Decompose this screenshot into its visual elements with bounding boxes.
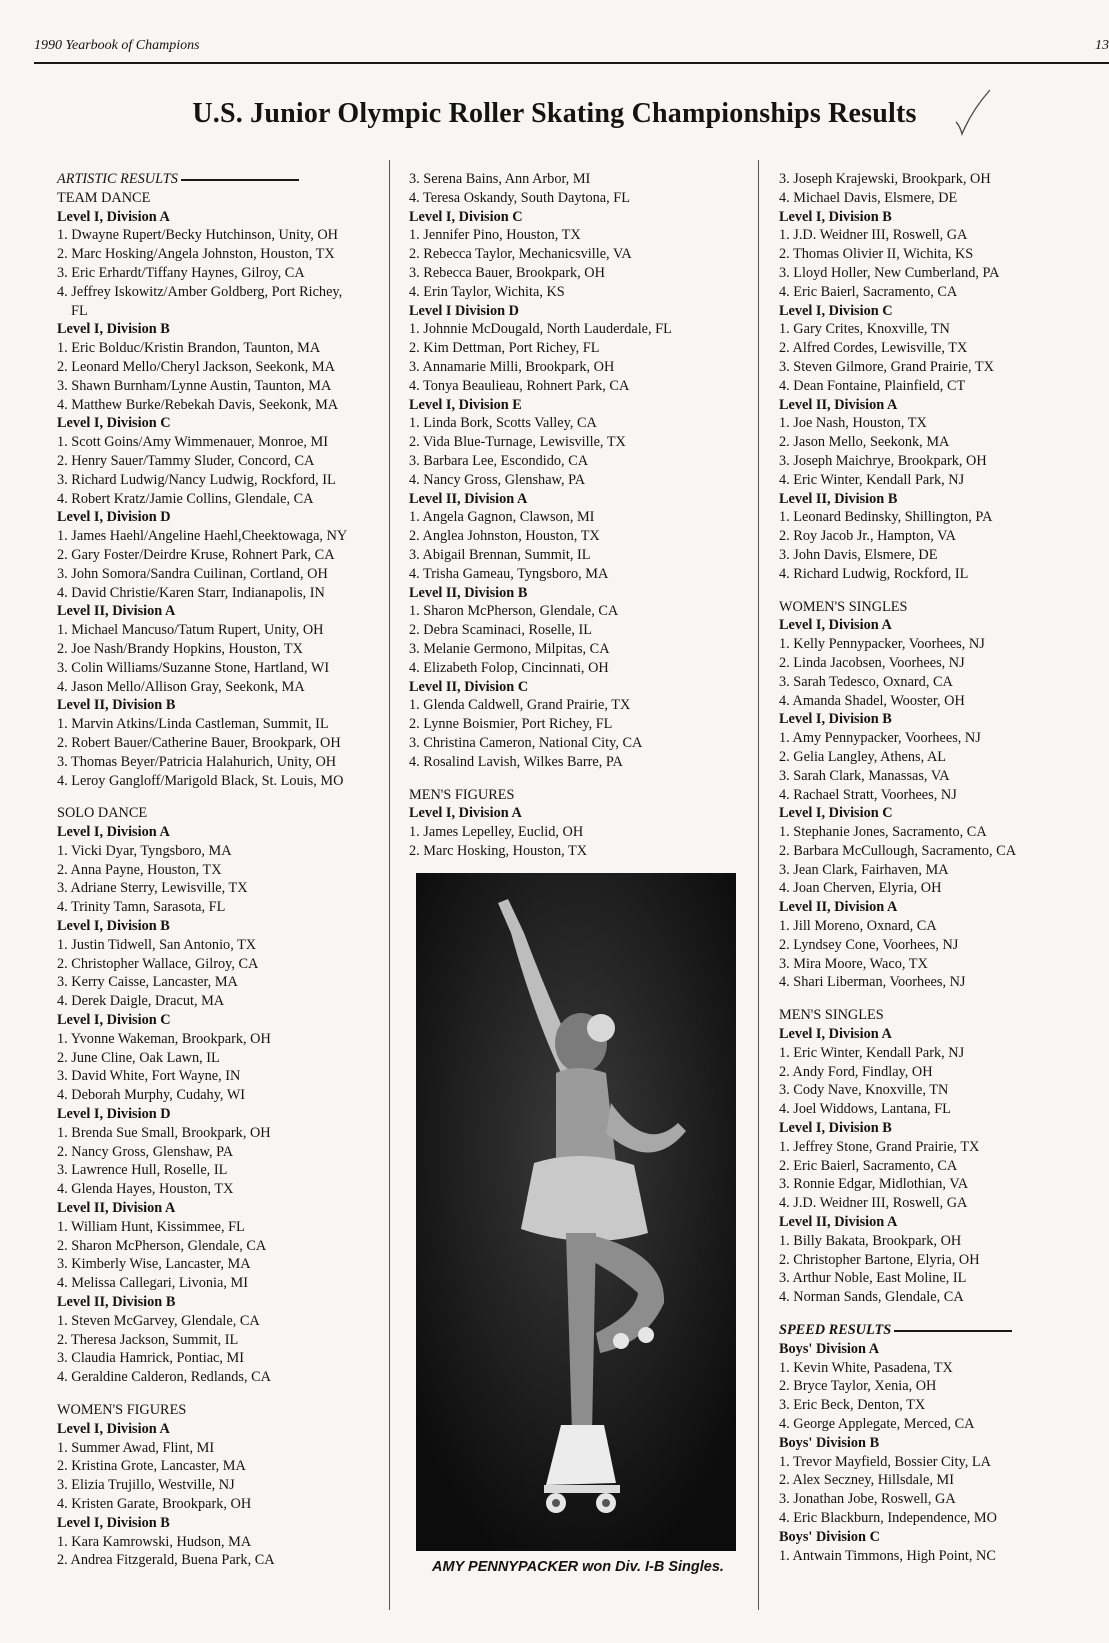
column-divider-right — [758, 160, 759, 1610]
division-heading: Level I, Division A — [57, 824, 170, 841]
result-entry: 2. Linda Jacobsen, Voorhees, NJ — [779, 654, 965, 671]
result-entry: 4. George Applegate, Merced, CA — [779, 1416, 975, 1432]
result-entry: 2. Roy Jacob Jr., Hampton, VA — [779, 528, 956, 545]
result-entry: 3. David White, Fort Wayne, IN — [57, 1068, 241, 1085]
result-entry: 3. Eric Beck, Denton, TX — [779, 1397, 926, 1414]
division-heading: Level II, Division B — [779, 490, 898, 507]
result-entry: 4. Glenda Hayes, Houston, TX — [57, 1181, 234, 1198]
results-category-heading: ARTISTIC RESULTS — [57, 170, 377, 189]
division-heading: Level II, Division A — [409, 490, 528, 507]
result-entry: 1. J.D. Weidner III, Roswell, GA — [779, 227, 968, 244]
result-entry: 2. Lyndsey Cone, Voorhees, NJ — [779, 936, 959, 953]
result-entry: 2. Nancy Gross, Glenshaw, PA — [57, 1143, 234, 1160]
book-title: 1990 Yearbook of Champions — [34, 38, 200, 53]
result-entry: 3. Lloyd Holler, New Cumberland, PA — [779, 264, 1000, 281]
division-heading: Level II, Division B — [57, 697, 176, 714]
result-entry: 3. Rebecca Bauer, Brookpark, OH — [409, 264, 605, 281]
result-entry: 2. Gelia Langley, Athens, AL — [779, 748, 947, 765]
result-entry: 2. Marc Hosking/Angela Johnston, Houston, TX — [57, 246, 335, 263]
result-entry: 3. Abigail Brennan, Summit, IL — [409, 546, 591, 563]
result-entry: 3. Cody Nave, Knoxville, TN — [779, 1082, 949, 1099]
result-entry: 4. Matthew Burke/Rebekah Davis, Seekonk, MA — [57, 396, 339, 413]
result-entry: 1. Trevor Mayfield, Bossier City, LA — [779, 1453, 991, 1470]
result-entry: 1. Stephanie Jones, Sacramento, CA — [779, 824, 987, 841]
division-heading: Level II, Division A — [779, 396, 898, 413]
result-entry: 3. Kimberly Wise, Lancaster, MA — [57, 1256, 251, 1273]
result-entry: 3. Claudia Hamrick, Pontiac, MI — [57, 1350, 245, 1367]
result-entry: 2. June Cline, Oak Lawn, IL — [57, 1049, 220, 1066]
result-entry: 2. Alfred Cordes, Lewisville, TX — [779, 340, 968, 357]
result-entry: 1. Amy Pennypacker, Voorhees, NJ — [779, 730, 981, 747]
division-heading: Level I, Division C — [409, 208, 523, 225]
result-entry: 2. Gary Foster/Deirdre Kruse, Rohnert Park, CA — [57, 546, 335, 563]
results-column-2 — [409, 170, 739, 861]
result-entry: 1. Kevin White, Pasadena, TX — [779, 1359, 953, 1376]
result-entry: 2. Barbara McCullough, Sacramento, CA — [779, 842, 1017, 859]
result-entry: 1. Angela Gagnon, Clawson, MI — [409, 509, 595, 526]
result-entry: 2. Anna Payne, Houston, TX — [57, 861, 222, 878]
section-heading: WOMEN'S SINGLES — [779, 598, 908, 615]
division-heading: Level I, Division B — [57, 1514, 170, 1531]
result-entry: 4. Nancy Gross, Glenshaw, PA — [409, 471, 586, 488]
division-heading: Boys' Division C — [779, 1528, 880, 1545]
result-entry: 2. Christopher Bartone, Elyria, OH — [779, 1251, 980, 1268]
division-heading: Level I, Division A — [57, 1420, 170, 1437]
division-heading: Level II, Division B — [409, 584, 528, 601]
result-entry: 2. Debra Scaminaci, Roselle, IL — [409, 622, 593, 639]
result-entry: 3. Adriane Sterry, Lewisville, TX — [57, 880, 248, 897]
division-heading: Level II, Division A — [57, 1200, 176, 1217]
result-entry: 3. Shawn Burnham/Lynne Austin, Taunton, MA — [57, 377, 332, 394]
result-entry: 1. Justin Tidwell, San Antonio, TX — [57, 936, 257, 953]
division-heading: Level II, Division A — [779, 899, 898, 916]
section-gap — [779, 1307, 1099, 1321]
result-entry: 3. Kerry Caisse, Lancaster, MA — [57, 974, 238, 991]
result-entry: 2. Kim Dettman, Port Richey, FL — [409, 340, 600, 357]
result-entry: 4. Erin Taylor, Wichita, KS — [409, 283, 565, 300]
result-entry: 4. Geraldine Calderon, Redlands, CA — [57, 1369, 272, 1386]
result-entry: 4. Amanda Shadel, Wooster, OH — [779, 692, 965, 709]
division-heading: Boys' Division A — [779, 1340, 880, 1357]
result-entry: 1. Marvin Atkins/Linda Castleman, Summit, IL — [57, 716, 329, 733]
result-entry: 3. Eric Erhardt/Tiffany Haynes, Gilroy, CA — [57, 264, 305, 281]
result-entry: 4. Deborah Murphy, Cudahy, WI — [57, 1087, 246, 1104]
result-entry: 2. Joe Nash/Brandy Hopkins, Houston, TX — [57, 640, 303, 657]
result-entry: 4. Richard Ludwig, Rockford, IL — [779, 565, 969, 582]
division-heading: Level I, Division A — [779, 617, 892, 634]
result-entry: 4. Elizabeth Folop, Cincinnati, OH — [409, 659, 609, 676]
result-entry: 1. William Hunt, Kissimmee, FL — [57, 1218, 245, 1235]
result-entry: 1. James Haehl/Angeline Haehl,Cheektowaga, NY — [57, 528, 348, 545]
result-entry: 3. Colin Williams/Suzanne Stone, Hartland, WI — [57, 659, 330, 676]
result-entry: 3. Arthur Noble, East Moline, IL — [779, 1270, 967, 1287]
result-entry: 2. Jason Mello, Seekonk, MA — [779, 434, 950, 451]
result-entry: 1. Billy Bakata, Brookpark, OH — [779, 1232, 962, 1249]
result-entry: 3. Joseph Maichrye, Brookpark, OH — [779, 452, 987, 469]
results-column-1 — [57, 170, 377, 1570]
result-entry: 2. Andrea Fitzgerald, Buena Park, CA — [57, 1552, 275, 1569]
result-entry: 4. David Christie/Karen Starr, Indianapolis, IN — [57, 584, 325, 601]
result-entry: 3. Jean Clark, Fairhaven, MA — [779, 861, 949, 878]
result-entry: 1. Dwayne Rupert/Becky Hutchinson, Unity, OH — [57, 227, 338, 244]
section-gap — [57, 1387, 377, 1401]
division-heading: Level II, Division C — [409, 678, 529, 695]
result-entry: 1. Johnnie McDougald, North Lauderdale, FL — [409, 321, 672, 338]
result-entry: 1. Gary Crites, Knoxville, TN — [779, 321, 950, 338]
heading-rule — [181, 179, 299, 181]
result-entry: 3. Sarah Clark, Manassas, VA — [779, 767, 950, 784]
division-heading: Boys' Division B — [779, 1434, 880, 1451]
result-entry: 4. Michael Davis, Elsmere, DE — [779, 189, 958, 206]
result-entry: 1. Sharon McPherson, Glendale, CA — [409, 603, 619, 620]
result-entry: 2. Leonard Mello/Cheryl Jackson, Seekonk, MA — [57, 358, 335, 375]
division-heading: Level I, Division A — [57, 208, 170, 225]
result-entry: 3. Annamarie Milli, Brookpark, OH — [409, 358, 615, 375]
result-entry: 3. Jonathan Jobe, Roswell, GA — [779, 1491, 956, 1508]
result-entry: 2. Eric Baierl, Sacramento, CA — [779, 1157, 958, 1174]
result-entry: 3. John Somora/Sandra Cuilinan, Cortland, OH — [57, 565, 328, 582]
result-entry: 4. Norman Sands, Glendale, CA — [779, 1289, 964, 1306]
page-number: 13 — [1095, 38, 1109, 53]
division-heading: Level I, Division B — [779, 1120, 892, 1137]
result-entry: 3. Barbara Lee, Escondido, CA — [409, 452, 589, 469]
result-entry: 2. Lynne Boismier, Port Richey, FL — [409, 716, 613, 733]
result-entry: 4. Tonya Beaulieau, Rohnert Park, CA — [409, 377, 630, 394]
result-entry: 4. Trisha Gameau, Tyngsboro, MA — [409, 565, 609, 582]
division-heading: Level I, Division B — [779, 208, 892, 225]
result-entry: 4. Dean Fontaine, Plainfield, CT — [779, 377, 966, 394]
result-entry: 1. Eric Bolduc/Kristin Brandon, Taunton, MA — [57, 340, 321, 357]
result-entry: 1. Kelly Pennypacker, Voorhees, NJ — [779, 636, 985, 653]
result-entry: 2. Alex Seczney, Hillsdale, MI — [779, 1472, 954, 1489]
result-entry: 1. Kara Kamrowski, Hudson, MA — [57, 1533, 252, 1550]
result-entry: 4. Leroy Gangloff/Marigold Black, St. Louis, MO — [57, 772, 344, 789]
result-entry: 1. Scott Goins/Amy Wimmenauer, Monroe, MI — [57, 434, 328, 451]
result-entry: 1. Vicki Dyar, Tyngsboro, MA — [57, 842, 232, 859]
result-entry: 2. Theresa Jackson, Summit, IL — [57, 1331, 239, 1348]
division-heading: Level I, Division D — [57, 509, 171, 526]
division-heading: Level I, Division C — [779, 805, 893, 822]
result-entry: 2. Andy Ford, Findlay, OH — [779, 1063, 933, 1080]
result-entry: 1. Yvonne Wakeman, Brookpark, OH — [57, 1030, 271, 1047]
result-entry: 2. Marc Hosking, Houston, TX — [409, 842, 588, 859]
result-entry-continued: FL — [71, 302, 88, 319]
division-heading: Level I, Division B — [57, 918, 170, 935]
result-entry: 2. Anglea Johnston, Houston, TX — [409, 528, 600, 545]
division-heading: Level II, Division A — [57, 603, 176, 620]
result-entry: 1. Jennifer Pino, Houston, TX — [409, 227, 581, 244]
division-heading: Level II, Division A — [779, 1214, 898, 1231]
result-entry: 4. Jason Mello/Allison Gray, Seekonk, MA — [57, 678, 305, 695]
result-entry: 1. Jeffrey Stone, Grand Prairie, TX — [779, 1138, 980, 1155]
result-entry: 4. J.D. Weidner III, Roswell, GA — [779, 1195, 968, 1212]
result-entry: 4. Melissa Callegari, Livonia, MI — [57, 1275, 248, 1292]
result-entry: 1. Steven McGarvey, Glendale, CA — [57, 1312, 260, 1329]
result-entry: 1. Jill Moreno, Oxnard, CA — [779, 918, 937, 935]
result-entry: 1. Antwain Timmons, High Point, NC — [779, 1547, 996, 1564]
result-entry: 3. Ronnie Edgar, Midlothian, VA — [779, 1176, 969, 1193]
result-entry: 2. Bryce Taylor, Xenia, OH — [779, 1378, 937, 1395]
section-gap — [779, 992, 1099, 1006]
division-heading: Level I, Division C — [779, 302, 893, 319]
result-entry: 3. Serena Bains, Ann Arbor, MI — [409, 171, 591, 187]
result-entry: 1. Leonard Bedinsky, Shillington, PA — [779, 509, 993, 526]
division-heading: Level II, Division B — [57, 1294, 176, 1311]
division-heading: Level I, Division E — [409, 396, 522, 413]
column-divider-left — [389, 160, 390, 1610]
result-entry: 4. Trinity Tamn, Sarasota, FL — [57, 899, 226, 916]
division-heading: Level I Division D — [409, 302, 520, 319]
section-heading: TEAM DANCE — [57, 189, 151, 206]
division-heading: Level I, Division D — [57, 1106, 171, 1123]
section-gap — [779, 584, 1099, 598]
result-entry: 1. Linda Bork, Scotts Valley, CA — [409, 415, 597, 432]
result-entry: 3. John Davis, Elsmere, DE — [779, 546, 938, 563]
result-entry: 2. Thomas Olivier II, Wichita, KS — [779, 246, 974, 263]
result-entry: 1. James Lepelley, Euclid, OH — [409, 824, 584, 841]
result-entry: 4. Teresa Oskandy, South Daytona, FL — [409, 189, 630, 206]
result-entry: 3. Joseph Krajewski, Brookpark, OH — [779, 171, 991, 187]
section-heading: SOLO DANCE — [57, 805, 148, 822]
section-gap — [57, 790, 377, 804]
result-entry: 4. Eric Blackburn, Independence, MO — [779, 1509, 997, 1526]
result-entry: 4. Jeffrey Iskowitz/Amber Goldberg, Port Richey, — [57, 283, 343, 300]
result-entry: 3. Sarah Tedesco, Oxnard, CA — [779, 673, 953, 690]
result-entry: 1. Brenda Sue Small, Brookpark, OH — [57, 1124, 271, 1141]
section-heading: MEN'S SINGLES — [779, 1007, 884, 1024]
checkmark-icon — [952, 88, 992, 138]
section-heading: WOMEN'S FIGURES — [57, 1402, 187, 1418]
result-entry: 3. Mira Moore, Waco, TX — [779, 955, 928, 972]
result-entry: 3. Christina Cameron, National City, CA — [409, 734, 643, 751]
division-heading: Level I, Division C — [57, 415, 171, 432]
result-entry: 3. Thomas Beyer/Patricia Halahurich, Unity, OH — [57, 753, 337, 770]
result-entry: 4. Derek Daigle, Dracut, MA — [57, 993, 225, 1010]
photo-caption: AMY PENNYPACKER won Div. I-B Singles. — [432, 1559, 724, 1575]
result-entry: 1. Glenda Caldwell, Grand Prairie, TX — [409, 697, 631, 714]
result-entry: 3. Elizia Trujillo, Westville, NJ — [57, 1477, 235, 1494]
results-column-3 — [779, 170, 1099, 1565]
division-heading: Level I, Division A — [779, 1026, 892, 1043]
result-entry: 2. Sharon McPherson, Glendale, CA — [57, 1237, 267, 1254]
result-entry: 4. Eric Baierl, Sacramento, CA — [779, 283, 958, 300]
result-entry: 2. Robert Bauer/Catherine Bauer, Brookpark, OH — [57, 734, 341, 751]
result-entry: 3. Richard Ludwig/Nancy Ludwig, Rockford, IL — [57, 471, 336, 488]
result-entry: 1. Summer Awad, Flint, MI — [57, 1439, 215, 1456]
division-heading: Level I, Division A — [409, 805, 522, 822]
result-entry: 3. Melanie Germono, Milpitas, CA — [409, 640, 610, 657]
heading-rule — [894, 1330, 1012, 1332]
result-entry: 4. Kristen Garate, Brookpark, OH — [57, 1495, 252, 1512]
skater-photo — [416, 873, 736, 1551]
result-entry: 1. Michael Mancuso/Tatum Rupert, Unity, OH — [57, 622, 324, 639]
result-entry: 4. Rosalind Lavish, Wilkes Barre, PA — [409, 753, 623, 770]
result-entry: 2. Kristina Grote, Lancaster, MA — [57, 1458, 246, 1475]
division-heading: Level I, Division B — [779, 711, 892, 728]
section-gap — [409, 772, 739, 786]
running-head — [34, 38, 1109, 64]
division-heading: Level I, Division B — [57, 321, 170, 338]
result-entry: 2. Henry Sauer/Tammy Sluder, Concord, CA — [57, 452, 315, 469]
result-entry: 4. Robert Kratz/Jamie Collins, Glendale, CA — [57, 490, 314, 507]
result-entry: 4. Joel Widdows, Lantana, FL — [779, 1101, 951, 1118]
page-title: U.S. Junior Olympic Roller Skating Championships Results — [192, 98, 917, 129]
results-category-heading: SPEED RESULTS — [779, 1321, 1099, 1340]
result-entry: 4. Rachael Stratt, Voorhees, NJ — [779, 786, 957, 803]
result-entry: 3. Lawrence Hull, Roselle, IL — [57, 1162, 228, 1179]
result-entry: 4. Joan Cherven, Elyria, OH — [779, 880, 942, 897]
result-entry: 4. Eric Winter, Kendall Park, NJ — [779, 471, 965, 488]
division-heading: Level I, Division C — [57, 1012, 171, 1029]
result-entry: 1. Joe Nash, Houston, TX — [779, 415, 927, 432]
result-entry: 2. Rebecca Taylor, Mechanicsville, VA — [409, 246, 632, 263]
result-entry: 3. Steven Gilmore, Grand Prairie, TX — [779, 358, 994, 375]
section-heading: MEN'S FIGURES — [409, 786, 515, 803]
result-entry: 1. Eric Winter, Kendall Park, NJ — [779, 1044, 965, 1061]
result-entry: 2. Christopher Wallace, Gilroy, CA — [57, 955, 259, 972]
result-entry: 2. Vida Blue-Turnage, Lewisville, TX — [409, 434, 626, 451]
result-entry: 4. Shari Liberman, Voorhees, NJ — [779, 974, 966, 991]
